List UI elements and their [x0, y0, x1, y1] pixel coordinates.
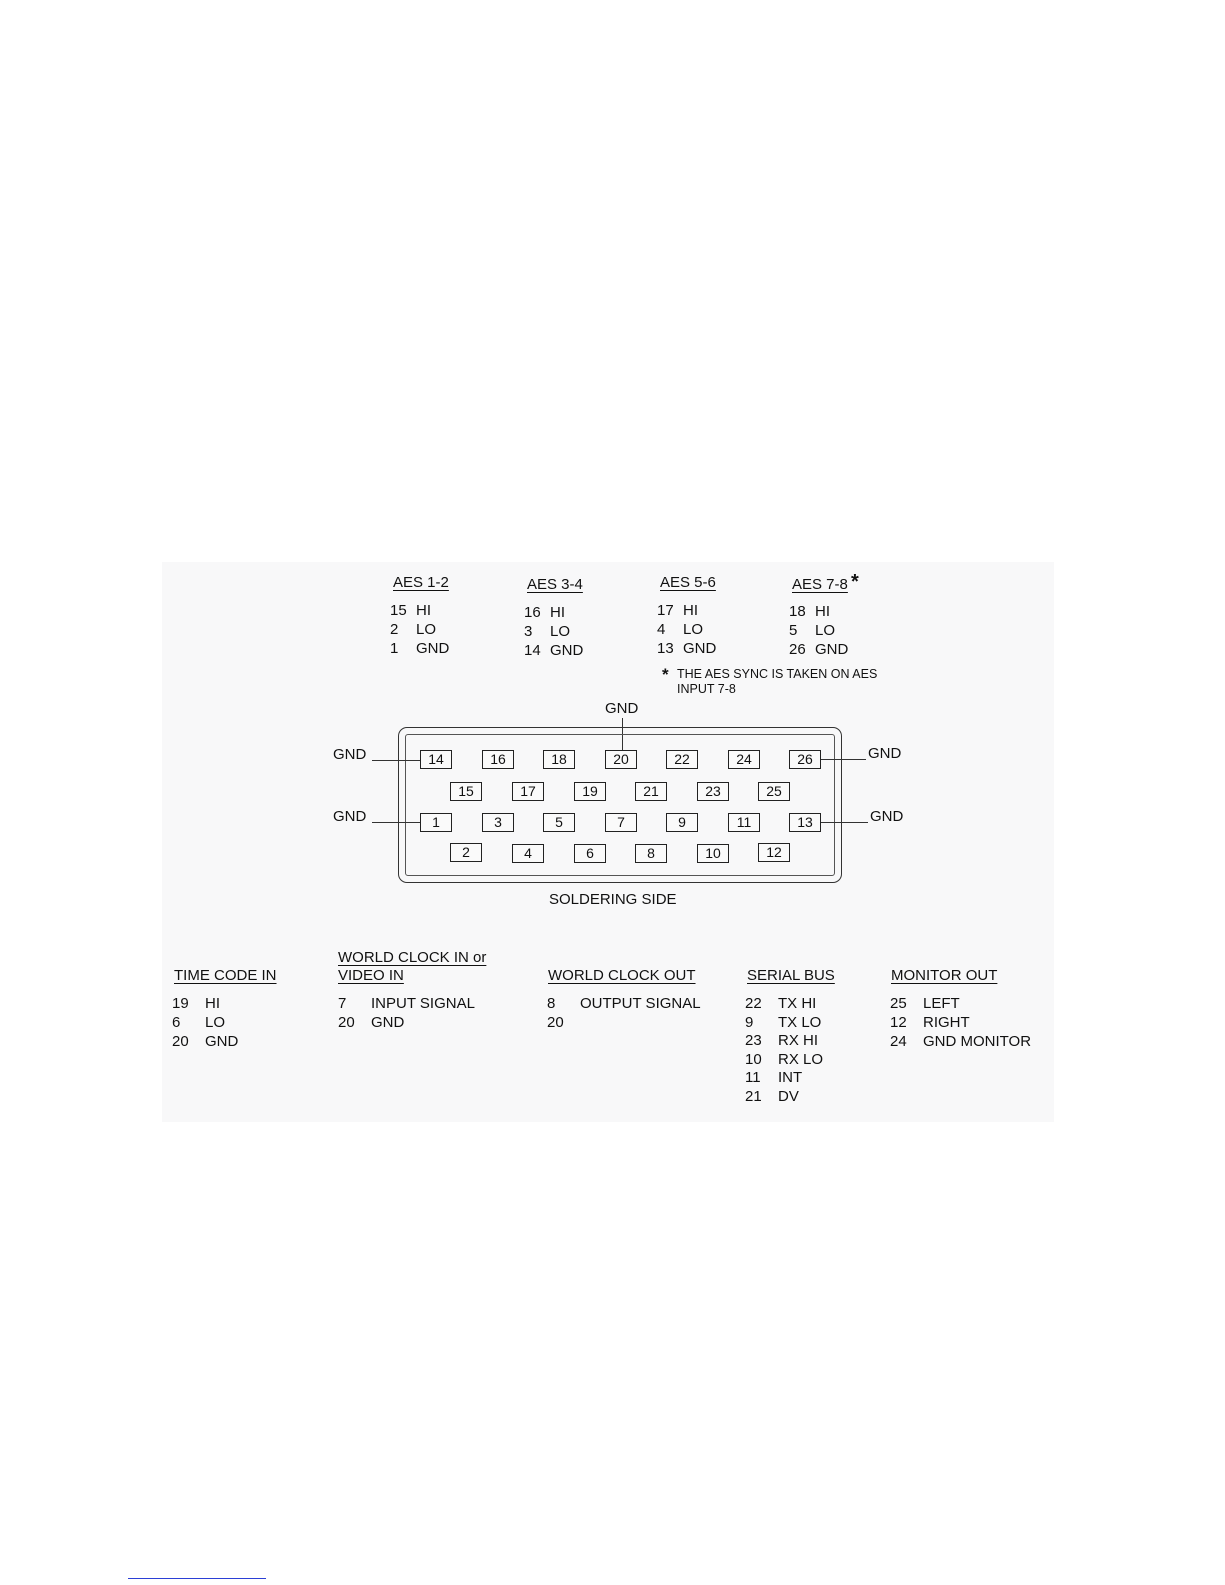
- aes-heading: AES 5-6: [660, 574, 716, 591]
- footnote-line-2: INPUT 7-8: [677, 682, 736, 696]
- pin-row: 14 GND: [524, 642, 584, 659]
- pin-1: 1: [420, 813, 452, 832]
- pin-15: 15: [450, 782, 482, 801]
- pin-4: 4: [512, 844, 544, 863]
- aes-group-1: [390, 574, 500, 664]
- pin-19: 19: [574, 782, 606, 801]
- pin-row: 12 RIGHT: [890, 1014, 970, 1031]
- right-bottom-gnd-leader: [820, 822, 868, 823]
- group-heading-line-2: VIDEO IN: [338, 967, 404, 984]
- aes-group-3: [657, 574, 767, 664]
- right-top-gnd-leader: [820, 759, 866, 760]
- pin-7: 7: [605, 813, 637, 832]
- pin-16: 16: [482, 750, 514, 769]
- pin-row: 9 TX LO: [745, 1014, 822, 1031]
- time-code-in-group: [172, 948, 322, 1058]
- world-clock-in-group: [338, 948, 528, 1058]
- pin-3: 3: [482, 813, 514, 832]
- pin-8: 8: [635, 844, 667, 863]
- pin-row: 6 LO: [172, 1014, 226, 1031]
- pin-row: 4 LO: [657, 621, 704, 638]
- footnote-mark: *: [662, 665, 669, 684]
- pin-18: 18: [543, 750, 575, 769]
- pin-17: 17: [512, 782, 544, 801]
- pin-row: 17 HI: [657, 602, 698, 619]
- pin-26: 26: [789, 750, 821, 769]
- pin-6: 6: [574, 844, 606, 863]
- group-heading: TIME CODE IN: [174, 967, 277, 984]
- aes-heading: AES 7-8: [792, 576, 848, 593]
- pin-row: 26 GND: [789, 641, 849, 658]
- pin-21: 21: [635, 782, 667, 801]
- pin-row: 22 TX HI: [745, 995, 817, 1012]
- pin-row: 20: [547, 1014, 564, 1031]
- pin-10: 10: [697, 844, 729, 863]
- left-top-gnd-label: GND: [333, 746, 367, 763]
- pin-row: 15 HI: [390, 602, 431, 619]
- left-bottom-gnd-label: GND: [333, 808, 367, 825]
- group-heading: WORLD CLOCK OUT: [548, 967, 696, 984]
- pin-25: 25: [758, 782, 790, 801]
- footnote-asterisk: *: [851, 571, 859, 593]
- pin-22: 22: [666, 750, 698, 769]
- pin-row: 8 OUTPUT SIGNAL: [547, 995, 701, 1012]
- aes-group-2: [524, 576, 634, 666]
- aes-heading: AES 3-4: [527, 576, 583, 593]
- group-heading: MONITOR OUT: [891, 967, 998, 984]
- footnote-separator: [128, 1578, 266, 1579]
- pin-24: 24: [728, 750, 760, 769]
- pin-row: 10 RX LO: [745, 1051, 824, 1068]
- pin-row: 16 HI: [524, 604, 565, 621]
- pin-row: 24 GND MONITOR: [890, 1033, 1032, 1050]
- footnote-line-1: THE AES SYNC IS TAKEN ON AES: [677, 667, 878, 681]
- pin-9: 9: [666, 813, 698, 832]
- left-bottom-gnd-leader: [372, 822, 420, 823]
- right-bottom-gnd-label: GND: [870, 808, 904, 825]
- pin-14: 14: [420, 750, 452, 769]
- pin-2: 2: [450, 843, 482, 862]
- pin-row: 21 DV: [745, 1088, 799, 1105]
- pin-11: 11: [728, 813, 760, 832]
- connector-top-gnd-label: GND: [605, 700, 639, 717]
- pin-row: 18 HI: [789, 603, 830, 620]
- world-clock-out-group: [547, 948, 727, 1058]
- pin-row: 7 INPUT SIGNAL: [338, 995, 475, 1012]
- pin-row: 23 RX HI: [745, 1032, 819, 1049]
- pin-row: 19 HI: [172, 995, 220, 1012]
- pin-20: 20: [605, 750, 637, 769]
- pin-row: 13 GND: [657, 640, 717, 657]
- pin-row: 20 GND: [338, 1014, 405, 1031]
- pin-row: 2 LO: [390, 621, 437, 638]
- connector-caption: SOLDERING SIDE: [549, 891, 677, 908]
- pin-23: 23: [697, 782, 729, 801]
- pin-row: 20 GND: [172, 1033, 239, 1050]
- pin-row: 1 GND: [390, 640, 450, 657]
- aes-group-4: [789, 571, 899, 664]
- pin-row: 11 INT: [745, 1069, 803, 1086]
- left-top-gnd-leader: [372, 760, 420, 761]
- group-heading: SERIAL BUS: [747, 967, 835, 984]
- pin-row: 5 LO: [789, 622, 836, 639]
- aes-heading: AES 1-2: [393, 574, 449, 591]
- pin-row: 3 LO: [524, 623, 571, 640]
- pin-12: 12: [758, 843, 790, 862]
- monitor-out-group: [890, 948, 1050, 1058]
- group-heading-line-1: WORLD CLOCK IN or: [338, 949, 487, 966]
- pin-13: 13: [789, 813, 821, 832]
- serial-bus-group: [745, 948, 875, 1118]
- right-top-gnd-label: GND: [868, 745, 902, 762]
- pin-row: 25 LEFT: [890, 995, 960, 1012]
- pin-5: 5: [543, 813, 575, 832]
